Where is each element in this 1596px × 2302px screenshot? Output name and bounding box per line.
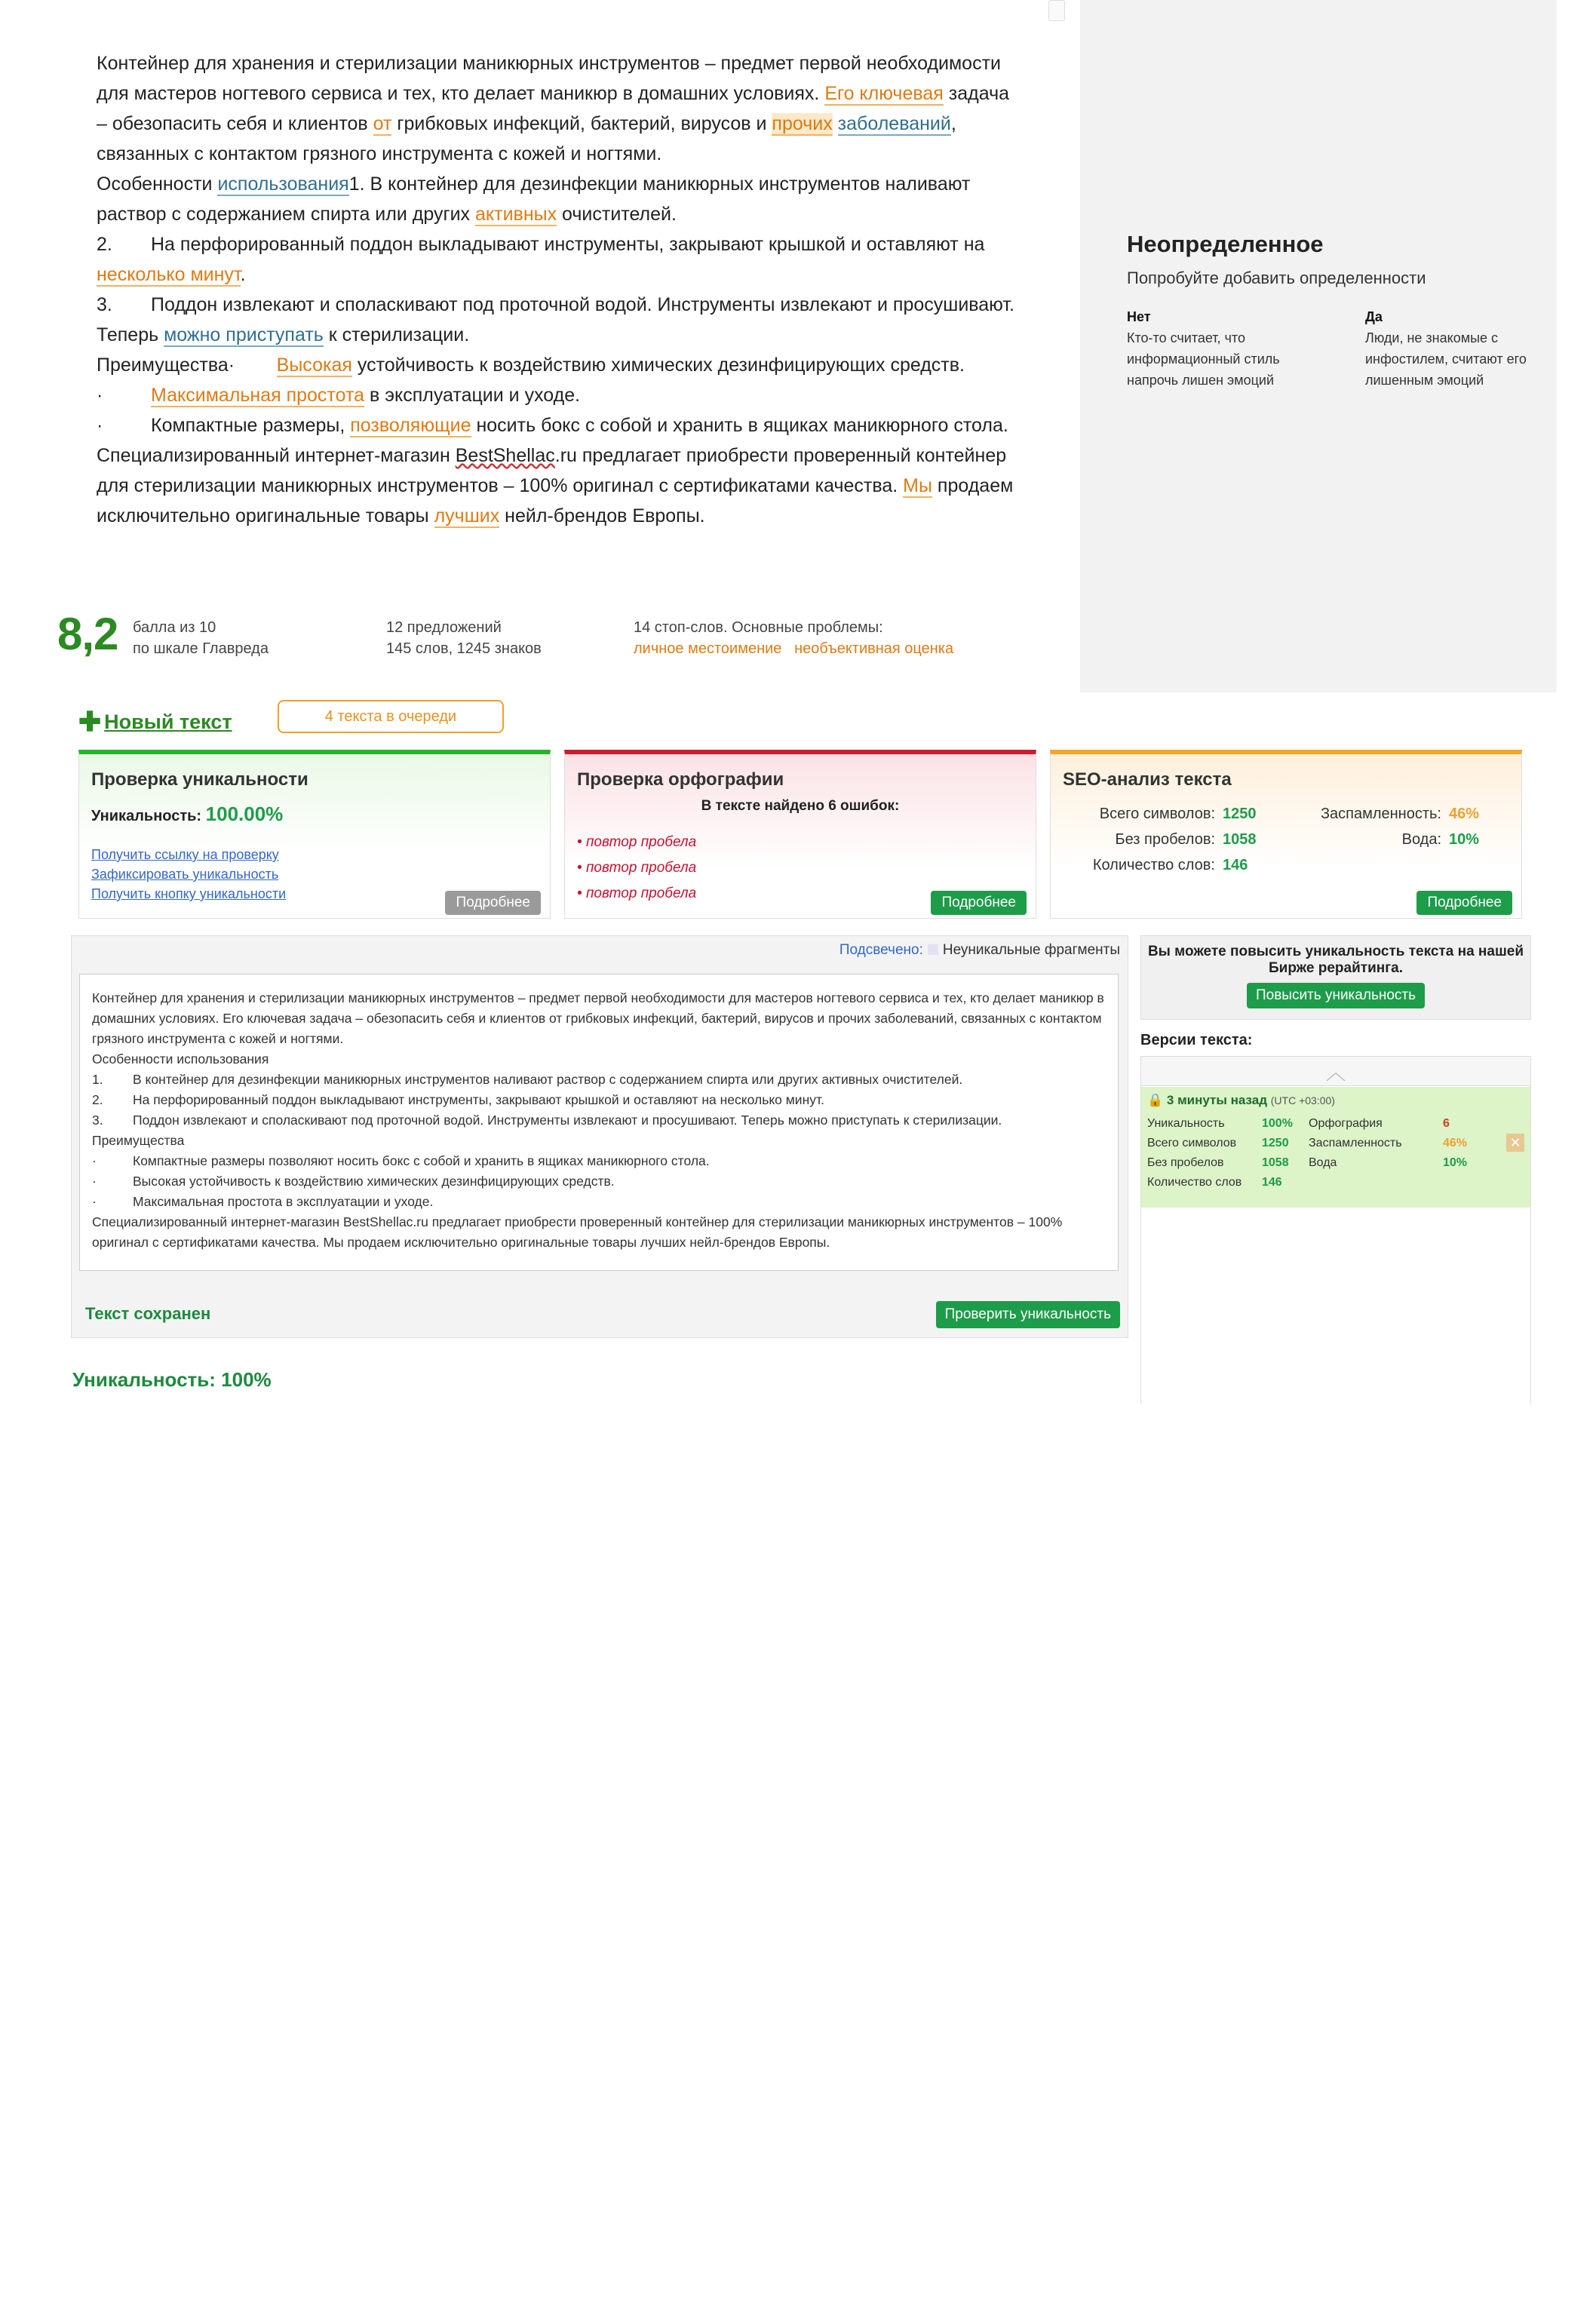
stop-words: 14 стоп-слов. Основные проблемы: личное местоимение необъективная оценка (634, 619, 954, 657)
paragraph: 3. Поддон извлекают и споласкивают под проточной водой. Инструменты извлекают и просушивают. Теперь можно приступать к стерилизации. (97, 294, 1015, 345)
highlight[interactable]: заболеваний (837, 113, 951, 134)
highlight[interactable]: Мы (903, 475, 932, 496)
paragraph: Контейнер для хранения и стерилизации маникюрных инструментов – предмет первой необходимости для мастеров ногтевого сервиса и тех, кто делает маникюр в домашних условиях. Его ключевая задача – обезопасить себя и клиентов от грибковых инфекций, бактерий, вирусов и прочих заболеваний, связанных с контактом грязного инструмента с кожей и ногтями. (97, 53, 1009, 164)
paragraph: 2. На перфорированный поддон выкладывают инструменты, закрывают крышкой и оставляют на несколько минут. (97, 234, 985, 285)
swatch-icon (928, 944, 938, 955)
highlight[interactable]: Максимальная простота (151, 385, 365, 406)
paragraph: Специализированный интернет-магазин BestShellac.ru предлагает приобрести проверенный контейнер для стерилизации маникюрных инструментов – 100% оригинал с сертификатами качества. Мы продаем исключительно оригинальные товары лучших нейл-брендов Европы. (97, 445, 1014, 526)
check-uniqueness-button[interactable]: Проверить уникальность (936, 1301, 1120, 1328)
paragraph: · Компактные размеры, позволяющие носить бокс с собой и хранить в ящиках маникюрного стола. (97, 415, 1008, 436)
uniqueness-result: Уникальность: 100% (72, 1368, 272, 1391)
list-item[interactable]: • повтор пробела (577, 886, 697, 901)
score-value: 8,2 (57, 609, 118, 659)
link-fix-uniqueness[interactable]: Зафиксировать уникальность (91, 867, 279, 882)
hint-no: Нет Кто-то считает, что информационный стиль напрочь лишен эмоций (1127, 309, 1280, 388)
paragraph: Преимущества· Высокая устойчивость к воздействию химических дезинфицирующих средств. (97, 355, 965, 376)
uniqueness-links (91, 845, 286, 904)
highlight[interactable]: несколько минут (97, 264, 241, 285)
hint-subtitle: Попробуйте добавить определенности (1127, 269, 1426, 287)
hint-title: Неопределенное (1127, 231, 1324, 257)
glavred-text[interactable] (97, 48, 1017, 531)
paragraph: Особенности использования1. В контейнер для дезинфекции маникюрных инструментов наливают раствор с содержанием спирта или других активных очистителей. (97, 173, 971, 225)
link-get-check[interactable]: Получить ссылку на проверку (91, 847, 279, 862)
list-item[interactable]: • повтор пробела (577, 834, 697, 850)
hint-yes: Да Люди, не знакомые с инфостилем, считают его лишенным эмоций (1365, 309, 1527, 388)
promo-box: Вы можете повысить уникальность текста на нашей Бирже рерайтинга. Повысить уникальность (1140, 935, 1531, 1020)
highlight[interactable]: активных (475, 204, 557, 225)
highlight[interactable]: Высокая (276, 355, 352, 376)
text-area[interactable]: Контейнер для хранения и стерилизации маникюрных инструментов – предмет первой необходимости для мастеров ногтевого сервиса и тех, кто делает маникюр в домашних условиях. Его ключевая задача – обезопасить себя и клиентов от грибковых инфекций, бактерий, вирусов и прочих заболеваний, связанных с контактом грязного инструмента с кожей и ногтями. Особенности использования 1. В контейнер для дезинфекции маникюрных инструментов наливают раствор с содержанием спирта или других активных очистителей. 2. На перфорированный поддон выкладывают инструменты, закрывают крышкой и оставляют на несколько минут. 3. Поддон извлекают и споласкивают под проточной водой. Инструменты извлекают и просушивают. Теперь можно приступать к стерилизации. Преимущества · Компактные размеры позволяют носить бокс с собой и хранить в ящиках маникюрного стола. · Высокая устойчивость к воздействию химических дезинфицирующих средств. · Максимальная простота в эксплуатации и уходе. Специализированный интернет-магазин BestShellac.ru предлагает приобрести проверенный контейнер для стерилизации маникюрных инструментов – 100% оригинал с сертификатами качества. Мы продаем исключительно оригинальные товары лучших нейл-брендов Европы. (79, 974, 1119, 1271)
chevron-up-icon[interactable]: ︿ (1141, 1057, 1530, 1086)
highlight-legend: Подсвечено: Неуникальные фрагменты (839, 942, 1120, 958)
seo-card: SEO-анализ текста Всего символов: 1250 Без пробелов: 1058 Количество слов: 146 Заспамленность: 46% Вода: 10% Подробнее (1050, 750, 1522, 919)
paragraph: · Максимальная простота в эксплуатации и уходе. (97, 385, 581, 406)
queue-button[interactable]: 4 текста в очереди (278, 700, 504, 733)
versions-title: Версии текста: (1140, 1032, 1253, 1048)
glavred-sidebar (1080, 0, 1557, 692)
problem-link[interactable]: необъективная оценка (794, 640, 954, 657)
link-get-button[interactable]: Получить кнопку уникальности (91, 886, 287, 901)
spelling-card: Проверка орфографии В тексте найдено 6 ошибок: • повтор пробела • повтор пробела • повтор пробела Подробнее (564, 750, 1036, 919)
score-label: балла из 10 по шкале Главреда (133, 619, 269, 657)
boost-uniqueness-button[interactable]: Повысить уникальность (1247, 983, 1425, 1008)
text-stats: 12 предложений 145 слов, 1245 знаков (386, 619, 542, 657)
error-list (577, 830, 696, 907)
highlight[interactable]: лучших (434, 505, 500, 526)
text-panel (71, 935, 1128, 1338)
plus-icon: ✚ (78, 706, 102, 737)
highlight[interactable]: можно приступать (164, 324, 324, 345)
saved-status: Текст сохранен (85, 1304, 211, 1323)
highlight[interactable]: Его ключевая (824, 83, 944, 104)
highlight[interactable]: позволяющие (350, 415, 471, 436)
pin-icon[interactable] (1048, 0, 1065, 21)
close-icon[interactable]: ✕ (1506, 1134, 1524, 1152)
list-item[interactable]: • повтор пробела (577, 860, 697, 876)
lock-icon: 🔒 (1147, 1093, 1164, 1107)
highlight[interactable]: использования (217, 173, 349, 195)
version-entry[interactable]: 🔒 3 минуты назад (UTC +03:00) Уникальность 100% Всего символов 1250 Без пробелов 1058 Количество слов 146 Орфография 6 Заспамленность 46% Вода 10% ✕ (1141, 1087, 1530, 1208)
uniqueness-card: Проверка уникальности Уникальность: 100.00% Получить ссылку на проверку Зафиксировать уникальность Получить кнопку уникальности Подробнее (78, 750, 551, 919)
more-button[interactable]: Подробнее (931, 891, 1027, 915)
highlight-selected[interactable]: прочих (772, 113, 833, 134)
more-button[interactable]: Подробнее (1416, 891, 1512, 915)
new-text-link[interactable]: ✚ Новый текст (78, 706, 232, 737)
more-button[interactable]: Подробнее (445, 891, 541, 915)
problem-link[interactable]: личное местоимение (634, 640, 782, 657)
highlight[interactable]: от (373, 113, 392, 134)
versions-list (1140, 1056, 1531, 1404)
